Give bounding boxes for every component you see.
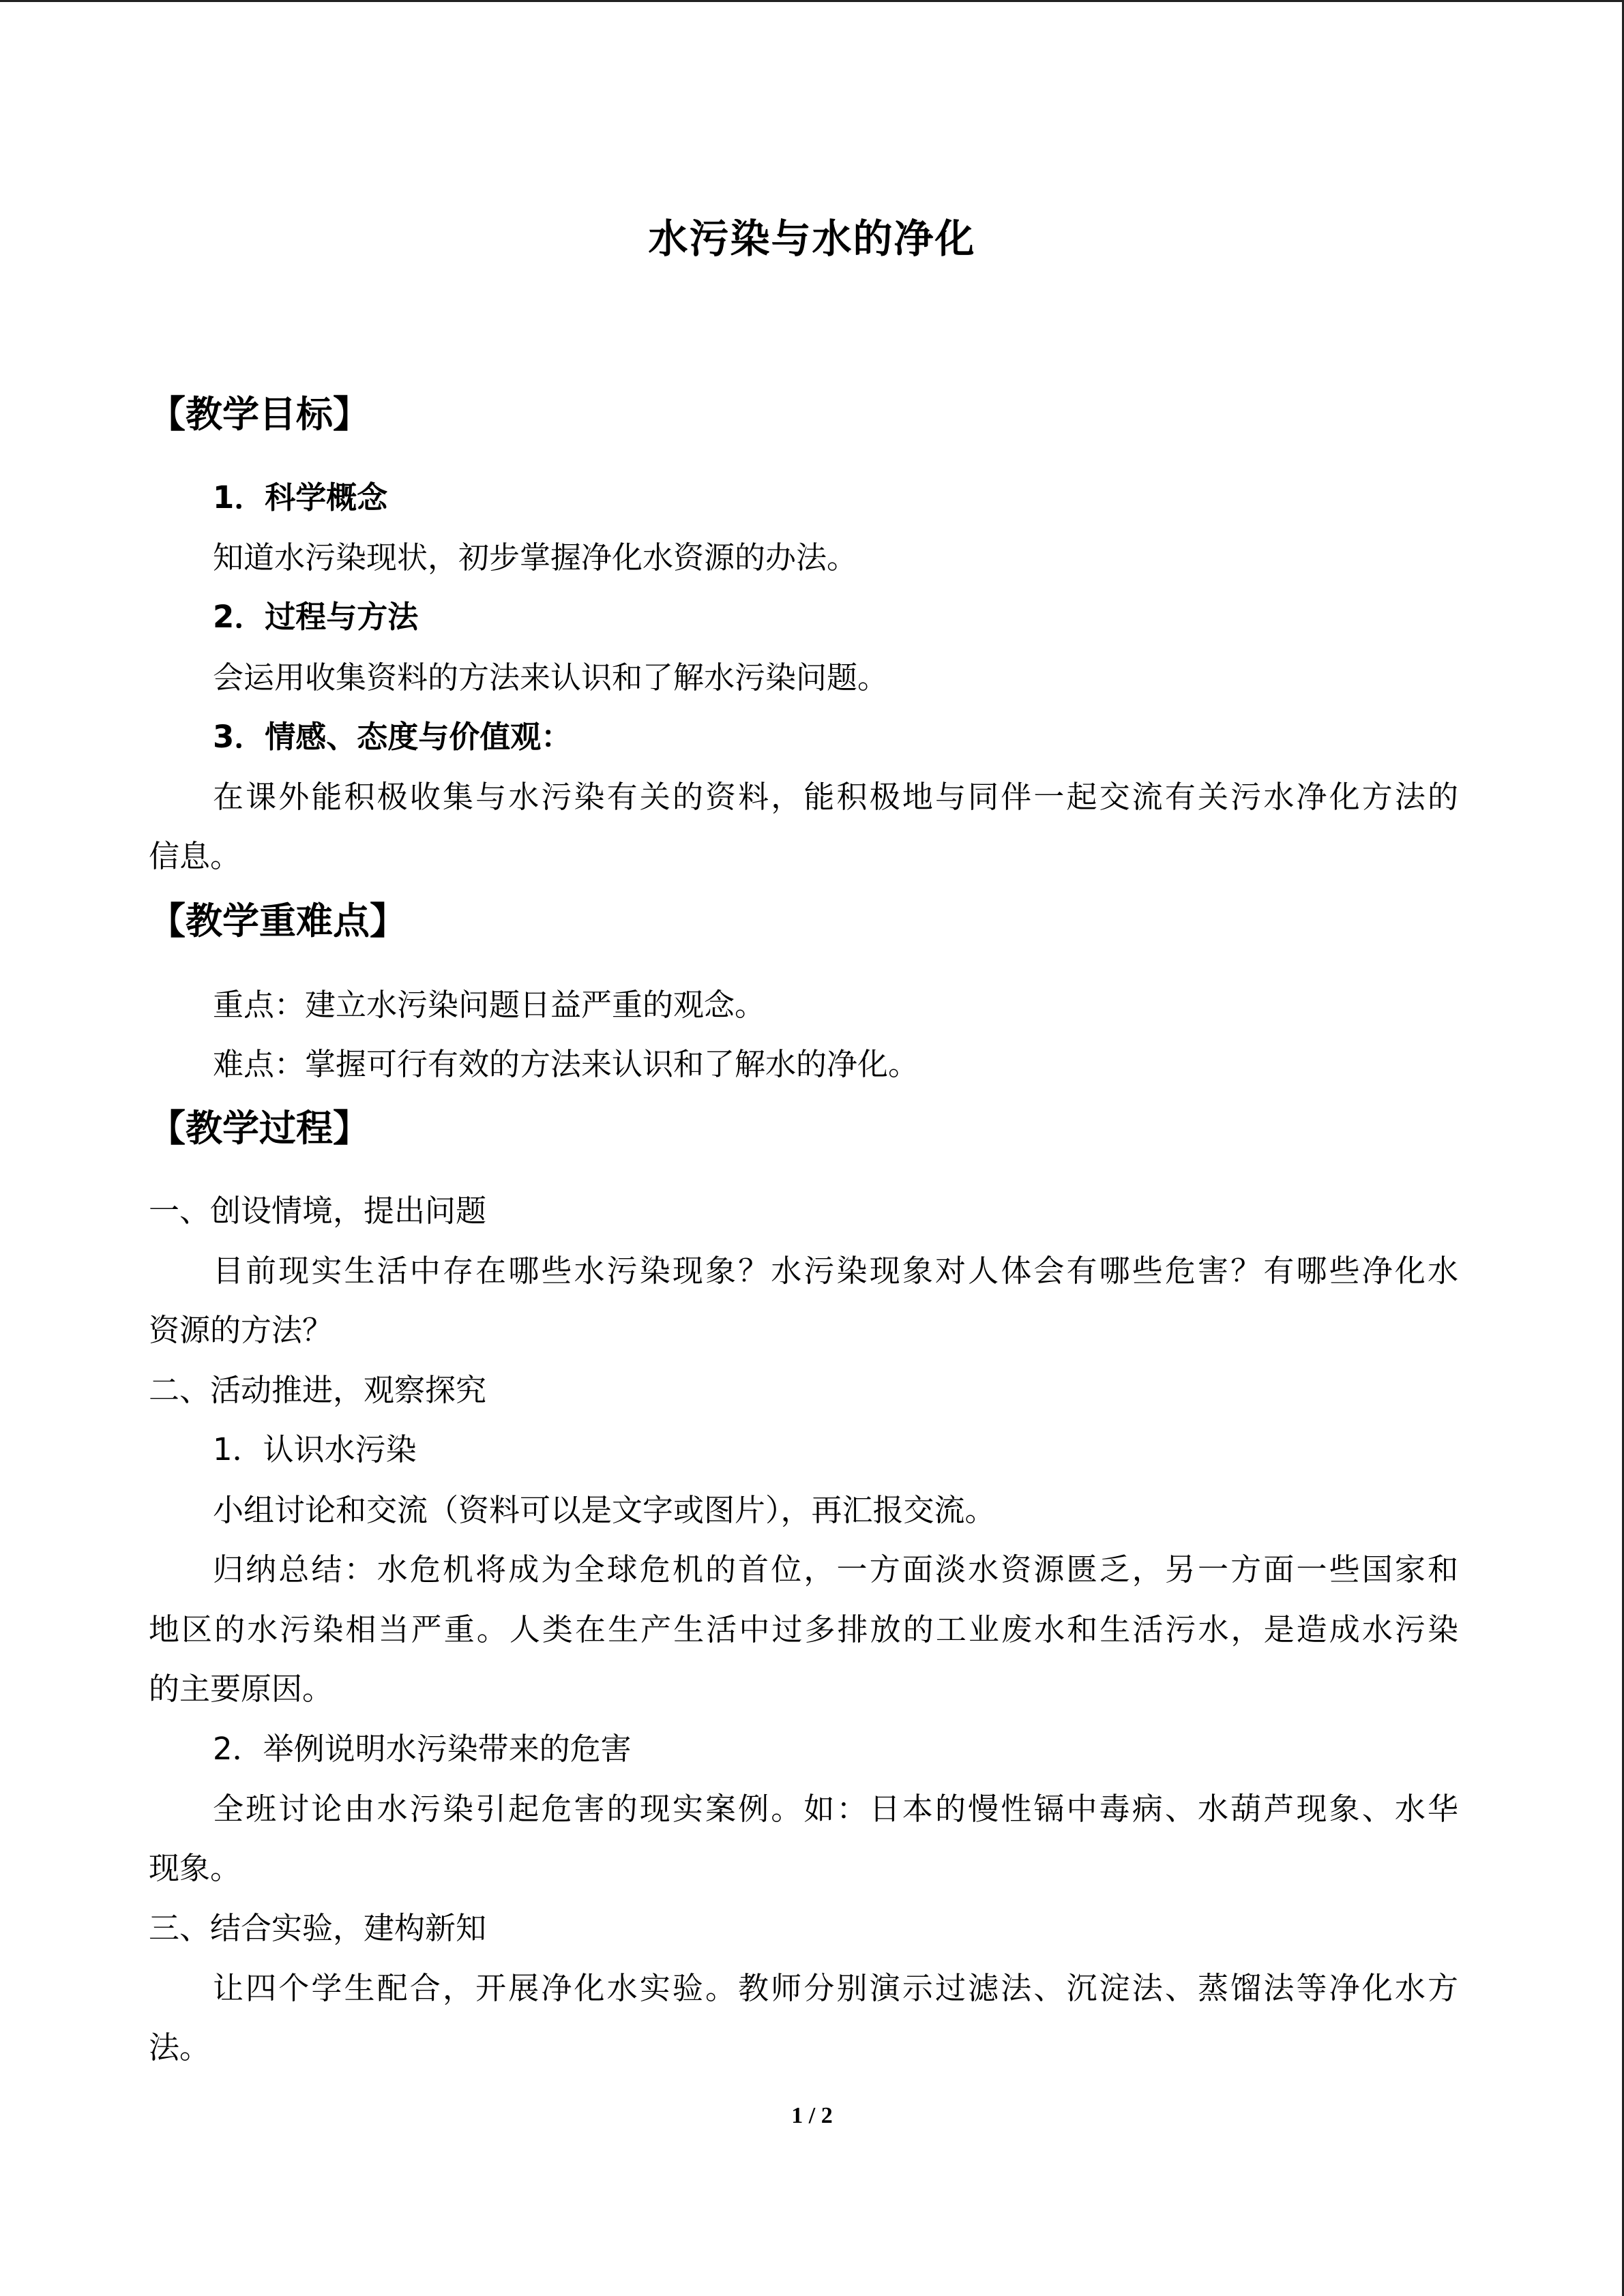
objective-1-title: 1．科学概念 bbox=[213, 479, 388, 516]
objective-3-text-line-1: 在课外能积极收集与水污染有关的资料，能积极地与同伴一起交流有关污水净化方法的 bbox=[213, 779, 1458, 815]
step-1-text-line-2: 资源的方法？ bbox=[149, 1312, 334, 1348]
section-heading-objectives: 【教学目标】 bbox=[149, 393, 370, 436]
step-2-title: 二、活动推进，观察探究 bbox=[149, 1372, 487, 1408]
section-heading-process: 【教学过程】 bbox=[149, 1107, 370, 1150]
step-2-summary-line-3: 的主要原因。 bbox=[149, 1671, 334, 1707]
step-2-subtitle-1: 1．认识水污染 bbox=[213, 1431, 417, 1467]
step-3-title: 三、结合实验，建构新知 bbox=[149, 1910, 487, 1946]
step-3-text-line-1: 让四个学生配合，开展净化水实验。教师分别演示过滤法、沉淀法、蒸馏法等净化水方 bbox=[213, 1970, 1458, 2006]
objective-1-text: 知道水污染现状，初步掌握净化水资源的办法。 bbox=[213, 539, 858, 576]
objective-3-title: 3．情感、态度与价值观： bbox=[213, 719, 572, 755]
objective-2-text: 会运用收集资料的方法来认识和了解水污染问题。 bbox=[213, 659, 889, 696]
difficulty-text: 难点：掌握可行有效的方法来认识和了解水的净化。 bbox=[213, 1046, 919, 1082]
step-2-summary-line-1: 归纳总结：水危机将成为全球危机的首位，一方面淡水资源匮乏，另一方面一些国家和 bbox=[213, 1551, 1458, 1587]
step-1-title: 一、创设情境，提出问题 bbox=[149, 1193, 487, 1229]
step-2-subtitle-2-text-line-2: 现象。 bbox=[149, 1850, 241, 1886]
step-2-subtitle-1-text: 小组讨论和交流（资料可以是文字或图片），再汇报交流。 bbox=[213, 1492, 996, 1528]
step-3-text-line-2: 法。 bbox=[149, 2029, 211, 2066]
step-2-summary-line-2: 地区的水污染相当严重。人类在生产生活中过多排放的工业废水和生活污水，是造成水污染 bbox=[149, 1611, 1458, 1648]
section-heading-key-points: 【教学重难点】 bbox=[149, 899, 407, 942]
page-title: 水污染与水的净化 bbox=[648, 215, 976, 262]
objective-2-title: 2．过程与方法 bbox=[213, 599, 419, 635]
step-2-subtitle-2: 2．举例说明水污染带来的危害 bbox=[213, 1731, 632, 1767]
key-point-text: 重点：建立水污染问题日益严重的观念。 bbox=[213, 987, 766, 1023]
page-number: 1 / 2 bbox=[791, 2103, 833, 2128]
step-2-subtitle-2-text-line-1: 全班讨论由水污染引起危害的现实案例。如：日本的慢性镉中毒病、水葫芦现象、水华 bbox=[213, 1791, 1458, 1827]
step-1-text-line-1: 目前现实生活中存在哪些水污染现象？水污染现象对人体会有哪些危害？有哪些净化水 bbox=[213, 1253, 1458, 1289]
objective-3-text-line-2: 信息。 bbox=[149, 838, 241, 874]
